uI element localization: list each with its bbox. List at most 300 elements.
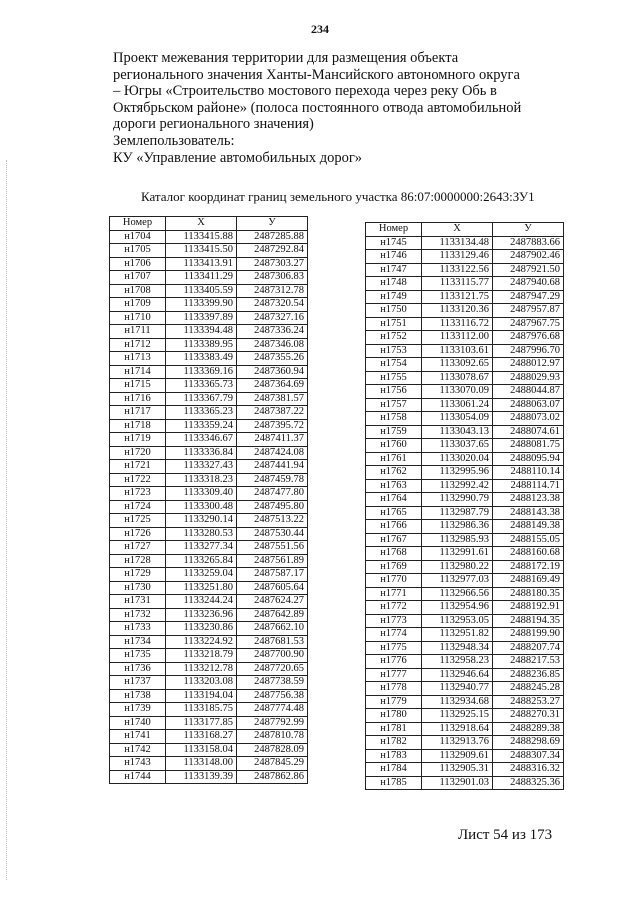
coord-x: 1132991.61 [422, 547, 493, 561]
coord-y: 2487360.94 [237, 365, 308, 379]
table-row [110, 770, 308, 784]
point-number: н1736 [110, 662, 166, 676]
coord-x: 1133020.04 [422, 452, 493, 466]
coord-y: 2487303.27 [237, 257, 308, 271]
table-row [366, 236, 564, 250]
coord-y: 2488029.93 [493, 371, 564, 385]
header-x: X [166, 217, 237, 231]
table-row [110, 716, 308, 730]
page-number: 234 [311, 22, 329, 36]
coord-x: 1133203.08 [166, 676, 237, 690]
coord-x: 1133129.46 [422, 250, 493, 264]
coord-x: 1132940.77 [422, 682, 493, 696]
coord-x: 1133265.84 [166, 554, 237, 568]
table-row [110, 433, 308, 447]
table-row [110, 622, 308, 636]
coord-y: 2488123.38 [493, 493, 564, 507]
table-row [110, 284, 308, 298]
point-number: н1768 [366, 547, 422, 561]
table-row [366, 587, 564, 601]
coord-y: 2487774.48 [237, 703, 308, 717]
point-number: н1717 [110, 406, 166, 420]
coordinates-table-right [365, 222, 564, 790]
table-row [366, 628, 564, 642]
table-row [366, 533, 564, 547]
coord-x: 1132901.03 [422, 776, 493, 790]
coord-y: 2488307.34 [493, 749, 564, 763]
table-row [110, 730, 308, 744]
table-row [110, 338, 308, 352]
table-row [110, 446, 308, 460]
point-number: н1784 [366, 763, 422, 777]
coord-x: 1133120.36 [422, 304, 493, 318]
coord-y: 2487411.37 [237, 433, 308, 447]
coord-x: 1132995.96 [422, 466, 493, 480]
coord-x: 1133185.75 [166, 703, 237, 717]
coord-x: 1133411.29 [166, 271, 237, 285]
table-row [366, 277, 564, 291]
coord-y: 2488155.05 [493, 533, 564, 547]
point-number: н1738 [110, 689, 166, 703]
coord-x: 1133070.09 [422, 385, 493, 399]
point-number: н1785 [366, 776, 422, 790]
coord-x: 1133367.79 [166, 392, 237, 406]
coord-x: 1132909.61 [422, 749, 493, 763]
coord-x: 1133280.53 [166, 527, 237, 541]
table-row [366, 506, 564, 520]
coord-y: 2487459.78 [237, 473, 308, 487]
table-row [110, 662, 308, 676]
table-row [110, 500, 308, 514]
point-number: н1721 [110, 460, 166, 474]
table-row [366, 736, 564, 750]
coord-x: 1133318.23 [166, 473, 237, 487]
intro-line: дороги регионального значения) [113, 116, 314, 133]
point-number: н1767 [366, 533, 422, 547]
point-number: н1758 [366, 412, 422, 426]
coord-x: 1132990.79 [422, 493, 493, 507]
point-number: н1735 [110, 649, 166, 663]
table-row [110, 649, 308, 663]
point-number: н1716 [110, 392, 166, 406]
coord-y: 2487996.70 [493, 344, 564, 358]
coord-y: 2487810.78 [237, 730, 308, 744]
point-number: н1749 [366, 290, 422, 304]
coord-y: 2488199.90 [493, 628, 564, 642]
point-number: н1770 [366, 574, 422, 588]
coord-y: 2487292.84 [237, 244, 308, 258]
table-row [366, 547, 564, 561]
coord-x: 1132992.42 [422, 479, 493, 493]
coord-x: 1133415.50 [166, 244, 237, 258]
coord-x: 1133383.49 [166, 352, 237, 366]
table-row [366, 749, 564, 763]
intro-line: регионального значения Ханты-Мансийского автономного округа [113, 66, 520, 83]
catalog-title: Каталог координат границ земельного участка 86:07:0000000:2643:ЗУ1 [141, 189, 535, 204]
table-row [366, 250, 564, 264]
coord-y: 2488149.38 [493, 520, 564, 534]
coord-x: 1132948.34 [422, 641, 493, 655]
point-number: н1712 [110, 338, 166, 352]
coord-y: 2488044.87 [493, 385, 564, 399]
coord-y: 2488253.27 [493, 695, 564, 709]
coord-x: 1132905.31 [422, 763, 493, 777]
coord-y: 2487424.08 [237, 446, 308, 460]
point-number: н1762 [366, 466, 422, 480]
point-number: н1756 [366, 385, 422, 399]
coord-y: 2487530.44 [237, 527, 308, 541]
point-number: н1705 [110, 244, 166, 258]
coord-y: 2487364.69 [237, 379, 308, 393]
coord-x: 1133134.48 [422, 236, 493, 250]
point-number: н1740 [110, 716, 166, 730]
point-number: н1764 [366, 493, 422, 507]
coord-y: 2488207.74 [493, 641, 564, 655]
point-number: н1757 [366, 398, 422, 412]
coord-x: 1133103.61 [422, 344, 493, 358]
point-number: н1774 [366, 628, 422, 642]
coord-x: 1133061.24 [422, 398, 493, 412]
table-row [110, 595, 308, 609]
coord-y: 2488063.07 [493, 398, 564, 412]
coord-x: 1133359.24 [166, 419, 237, 433]
point-number: н1766 [366, 520, 422, 534]
point-number: н1723 [110, 487, 166, 501]
point-number: н1752 [366, 331, 422, 345]
table-row [366, 304, 564, 318]
coord-y: 2487957.87 [493, 304, 564, 318]
coord-x: 1132958.23 [422, 655, 493, 669]
coord-x: 1133168.27 [166, 730, 237, 744]
table-row [110, 608, 308, 622]
point-number: н1711 [110, 325, 166, 339]
coord-y: 2487681.53 [237, 635, 308, 649]
coord-y: 2488095.94 [493, 452, 564, 466]
point-number: н1783 [366, 749, 422, 763]
point-number: н1760 [366, 439, 422, 453]
table-row [366, 763, 564, 777]
table-body-left [110, 230, 308, 784]
point-number: н1769 [366, 560, 422, 574]
point-number: н1741 [110, 730, 166, 744]
coord-x: 1133290.14 [166, 514, 237, 528]
coord-y: 2488172.19 [493, 560, 564, 574]
point-number: н1709 [110, 298, 166, 312]
coord-x: 1132946.64 [422, 668, 493, 682]
point-number: н1779 [366, 695, 422, 709]
table-row [110, 406, 308, 420]
point-number: н1748 [366, 277, 422, 291]
coord-y: 2488180.35 [493, 587, 564, 601]
coord-y: 2488236.85 [493, 668, 564, 682]
table-row [110, 419, 308, 433]
coord-y: 2487940.68 [493, 277, 564, 291]
intro-line: Октябрьском районе» (полоса постоянного отвода автомобильной [113, 99, 522, 116]
coord-x: 1132934.68 [422, 695, 493, 709]
point-number: н1765 [366, 506, 422, 520]
point-number: н1782 [366, 736, 422, 750]
coord-x: 1133394.48 [166, 325, 237, 339]
point-number: н1753 [366, 344, 422, 358]
table-row [366, 520, 564, 534]
coord-y: 2488217.53 [493, 655, 564, 669]
coord-y: 2487441.94 [237, 460, 308, 474]
table-row [366, 371, 564, 385]
coord-x: 1133236.96 [166, 608, 237, 622]
coord-x: 1132987.79 [422, 506, 493, 520]
point-number: н1726 [110, 527, 166, 541]
coord-x: 1133346.67 [166, 433, 237, 447]
point-number: н1713 [110, 352, 166, 366]
coord-x: 1133194.04 [166, 689, 237, 703]
point-number: н1780 [366, 709, 422, 723]
table-row [366, 479, 564, 493]
coord-y: 2487921.50 [493, 263, 564, 277]
coord-x: 1133177.85 [166, 716, 237, 730]
point-number: н1747 [366, 263, 422, 277]
coord-x: 1133244.24 [166, 595, 237, 609]
point-number: н1733 [110, 622, 166, 636]
coord-y: 2487306.83 [237, 271, 308, 285]
coord-x: 1133300.48 [166, 500, 237, 514]
coord-x: 1133054.09 [422, 412, 493, 426]
coord-x: 1133415.88 [166, 230, 237, 244]
point-number: н1710 [110, 311, 166, 325]
point-number: н1773 [366, 614, 422, 628]
coord-x: 1133078.67 [422, 371, 493, 385]
table-row [110, 298, 308, 312]
table-row [366, 412, 564, 426]
coord-x: 1132925.15 [422, 709, 493, 723]
table-row [110, 581, 308, 595]
table-row [366, 709, 564, 723]
coord-x: 1133369.16 [166, 365, 237, 379]
point-number: н1715 [110, 379, 166, 393]
coord-y: 2488073.02 [493, 412, 564, 426]
coord-x: 1133043.13 [422, 425, 493, 439]
point-number: н1739 [110, 703, 166, 717]
point-number: н1706 [110, 257, 166, 271]
coord-y: 2487312.78 [237, 284, 308, 298]
coord-y: 2488194.35 [493, 614, 564, 628]
coord-y: 2487720.65 [237, 662, 308, 676]
point-number: н1730 [110, 581, 166, 595]
coord-x: 1133309.40 [166, 487, 237, 501]
table-row [366, 452, 564, 466]
coord-x: 1133365.73 [166, 379, 237, 393]
coord-y: 2487495.80 [237, 500, 308, 514]
point-number: н1704 [110, 230, 166, 244]
table-row [366, 601, 564, 615]
table-row [110, 365, 308, 379]
point-number: н1732 [110, 608, 166, 622]
coord-x: 1133139.39 [166, 770, 237, 784]
point-number: н1743 [110, 757, 166, 771]
point-number: н1734 [110, 635, 166, 649]
coord-x: 1133122.56 [422, 263, 493, 277]
coord-y: 2487642.89 [237, 608, 308, 622]
coord-x: 1133259.04 [166, 568, 237, 582]
coord-x: 1133148.00 [166, 757, 237, 771]
coord-y: 2488110.14 [493, 466, 564, 480]
coord-y: 2487551.56 [237, 541, 308, 555]
coord-y: 2487738.59 [237, 676, 308, 690]
table-row [110, 379, 308, 393]
coord-y: 2487845.29 [237, 757, 308, 771]
table-row [366, 439, 564, 453]
point-number: н1763 [366, 479, 422, 493]
table-row [110, 568, 308, 582]
point-number: н1750 [366, 304, 422, 318]
coord-y: 2487561.89 [237, 554, 308, 568]
table-row [110, 271, 308, 285]
coord-y: 2487947.29 [493, 290, 564, 304]
coord-y: 2487862.86 [237, 770, 308, 784]
point-number: н1714 [110, 365, 166, 379]
coord-y: 2487285.88 [237, 230, 308, 244]
coord-y: 2487662.10 [237, 622, 308, 636]
coord-x: 1132954.96 [422, 601, 493, 615]
coord-x: 1132986.36 [422, 520, 493, 534]
table-row [366, 263, 564, 277]
coord-x: 1133212.78 [166, 662, 237, 676]
coord-x: 1133230.86 [166, 622, 237, 636]
coord-y: 2487976.68 [493, 331, 564, 345]
coord-y: 2488316.32 [493, 763, 564, 777]
coord-x: 1133277.34 [166, 541, 237, 555]
coord-y: 2487477.80 [237, 487, 308, 501]
table-row [110, 757, 308, 771]
coord-y: 2487327.16 [237, 311, 308, 325]
table-row [110, 743, 308, 757]
coord-y: 2488289.38 [493, 722, 564, 736]
coord-y: 2488160.68 [493, 547, 564, 561]
table-row [110, 514, 308, 528]
coord-x: 1133397.89 [166, 311, 237, 325]
table-row [366, 722, 564, 736]
coord-x: 1133037.65 [422, 439, 493, 453]
table-row [110, 473, 308, 487]
coord-x: 1132977.03 [422, 574, 493, 588]
coord-x: 1132953.05 [422, 614, 493, 628]
table-header-row [110, 217, 308, 231]
table-row [110, 635, 308, 649]
coord-x: 1132918.64 [422, 722, 493, 736]
scan-margin-line [6, 160, 8, 880]
coord-y: 2487587.17 [237, 568, 308, 582]
coord-x: 1133251.80 [166, 581, 237, 595]
header-x: X [422, 223, 493, 237]
table-row [110, 460, 308, 474]
table-row [366, 425, 564, 439]
coord-x: 1133389.95 [166, 338, 237, 352]
table-row [110, 487, 308, 501]
coord-y: 2488012.97 [493, 358, 564, 372]
point-number: н1754 [366, 358, 422, 372]
coord-y: 2488270.31 [493, 709, 564, 723]
point-number: н1781 [366, 722, 422, 736]
coord-x: 1133121.75 [422, 290, 493, 304]
coord-x: 1133112.00 [422, 331, 493, 345]
table-row [366, 641, 564, 655]
coord-y: 2487320.54 [237, 298, 308, 312]
coord-x: 1133399.90 [166, 298, 237, 312]
table-row [366, 331, 564, 345]
coord-y: 2487513.22 [237, 514, 308, 528]
table-row [110, 325, 308, 339]
point-number: н1761 [366, 452, 422, 466]
coord-x: 1132966.56 [422, 587, 493, 601]
table-row [366, 574, 564, 588]
table-row [110, 676, 308, 690]
header-y: У [237, 217, 308, 231]
coord-y: 2488143.38 [493, 506, 564, 520]
point-number: н1729 [110, 568, 166, 582]
header-y: У [493, 223, 564, 237]
table-row [366, 344, 564, 358]
point-number: н1778 [366, 682, 422, 696]
project-description [113, 50, 533, 166]
table-row [366, 290, 564, 304]
table-row [366, 614, 564, 628]
table-row [366, 493, 564, 507]
coord-x: 1133405.59 [166, 284, 237, 298]
coord-x: 1133158.04 [166, 743, 237, 757]
table-row [366, 385, 564, 399]
coord-x: 1132951.82 [422, 628, 493, 642]
point-number: н1775 [366, 641, 422, 655]
coord-y: 2487883.66 [493, 236, 564, 250]
table-row [366, 668, 564, 682]
land-user-label: Землепользователь: [113, 132, 235, 149]
coord-x: 1133115.77 [422, 277, 493, 291]
coord-x: 1132980.22 [422, 560, 493, 574]
table-row [366, 466, 564, 480]
point-number: н1755 [366, 371, 422, 385]
coord-y: 2487381.57 [237, 392, 308, 406]
coord-y: 2488245.28 [493, 682, 564, 696]
intro-line: – Югры «Строительство мостового перехода через реку Обь в [113, 83, 497, 100]
table-row [110, 703, 308, 717]
point-number: н1771 [366, 587, 422, 601]
header-number: Номер [366, 223, 422, 237]
table-row [110, 554, 308, 568]
coord-y: 2488114.71 [493, 479, 564, 493]
point-number: н1724 [110, 500, 166, 514]
coord-y: 2487387.22 [237, 406, 308, 420]
coord-y: 2488325.36 [493, 776, 564, 790]
table-row [366, 776, 564, 790]
point-number: н1708 [110, 284, 166, 298]
table-row [110, 541, 308, 555]
table-row [110, 689, 308, 703]
point-number: н1731 [110, 595, 166, 609]
point-number: н1722 [110, 473, 166, 487]
coord-x: 1132985.93 [422, 533, 493, 547]
point-number: н1772 [366, 601, 422, 615]
point-number: н1742 [110, 743, 166, 757]
point-number: н1718 [110, 419, 166, 433]
header-number: Номер [110, 217, 166, 231]
table-row [110, 392, 308, 406]
coord-y: 2488074.61 [493, 425, 564, 439]
table-body-right [366, 236, 564, 790]
point-number: н1727 [110, 541, 166, 555]
coord-x: 1133413.91 [166, 257, 237, 271]
coord-y: 2488169.49 [493, 574, 564, 588]
sheet-counter: Лист 54 из 173 [458, 827, 553, 843]
table-row [366, 560, 564, 574]
